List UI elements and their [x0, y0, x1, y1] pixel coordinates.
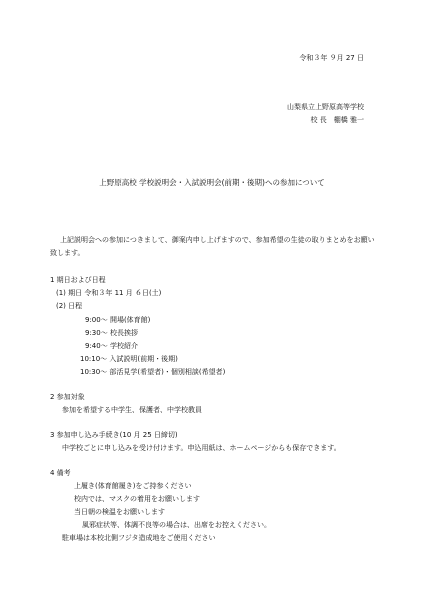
schedule-item: 10:30～ 部活見学(希望者)・個別相談(希望者) [80, 368, 226, 376]
section-2-heading: 2 参加対象 [50, 393, 85, 401]
event-date: (1) 期日 令和３年 11 月 ６日(土) [56, 289, 162, 297]
schedule-item: 9:00～ 開場(体育館) [85, 316, 151, 324]
schedule-heading: (2) 日程 [56, 302, 83, 310]
target-participants: 参加を希望する中学生、保護者、中学校教員 [62, 406, 202, 414]
note-item: 風邪症状等、体調不良等の場合は、出席をお控えください。 [82, 521, 271, 529]
intro-line-1: 上記説明会への参加につきまして、御案内申し上げますので、参加希望の生徒の取りまとめをお願い [60, 236, 375, 244]
document-title: 上野原高校 学校説明会・入試説明会(前期・後期)への参加について [99, 178, 325, 187]
section-4-heading: 4 備考 [50, 469, 71, 477]
note-item: 上履き(体育館履き)をご持参ください [74, 482, 192, 490]
note-item: 駐車場は本校北側フジタ造成地をご使用ください [62, 534, 216, 542]
schedule-item: 10:10～ 入試説明(前期・後期) [80, 355, 178, 363]
schedule-item: 9:40～ 学校紹介 [85, 342, 138, 350]
schedule-item: 9:30～ 校長挨拶 [85, 329, 138, 337]
school-name: 山梨県立上野原高等学校 [287, 103, 364, 111]
application-details: 中学校ごとに申し込みを受け付けます。申込用紙は、ホームページからも保存できます。 [62, 444, 341, 452]
note-item: 当日朝の検温をお願いします [74, 508, 165, 516]
note-item: 校内では、マスクの着用をお願いします [74, 495, 200, 503]
section-3-heading: 3 参加申し込み手続き(10 月 25 日締切) [50, 431, 178, 439]
section-1-heading: 1 期日および日程 [50, 276, 106, 284]
intro-line-2: 致します。 [50, 249, 85, 257]
principal-name: 校 長 棚橋 雅一 [310, 116, 364, 124]
document-date: 令和３年 ９月 27 日 [299, 54, 364, 62]
